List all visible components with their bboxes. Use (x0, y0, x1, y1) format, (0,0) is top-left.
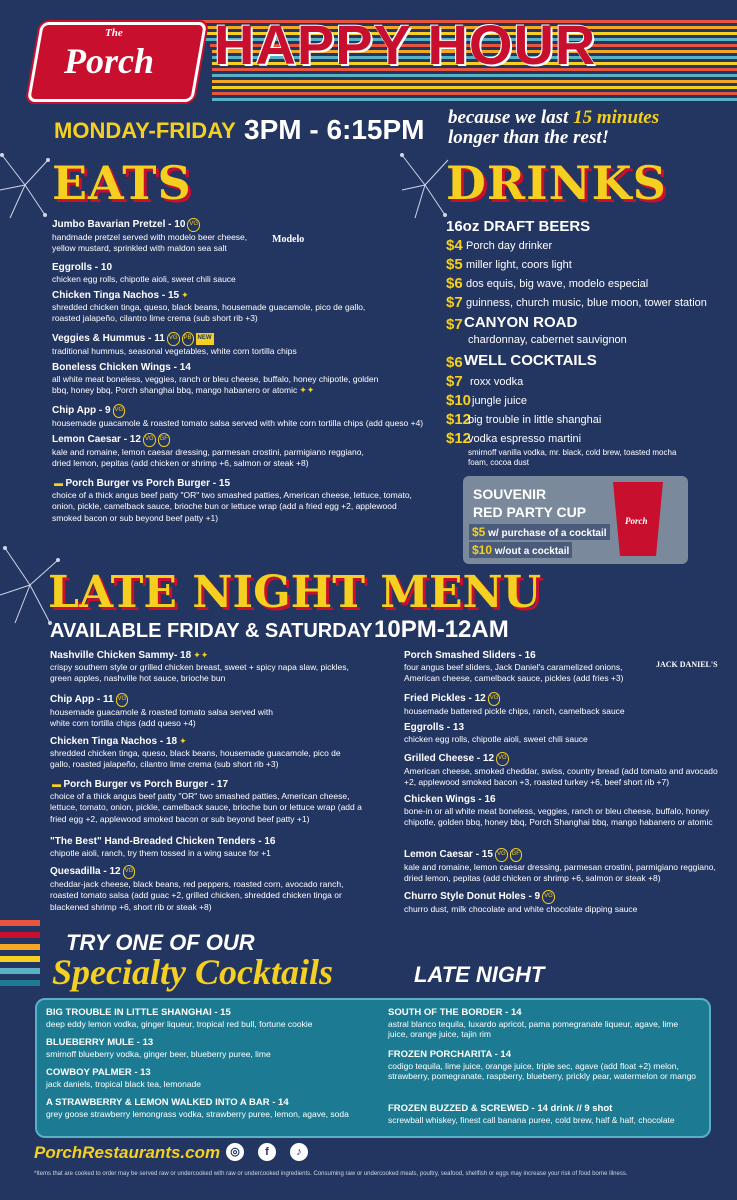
cocktail-name: COWBOY PALMER - 13 (46, 1067, 151, 1078)
cocktail-price: $12 (446, 411, 472, 428)
decorative-stripe (212, 98, 737, 101)
cocktail-item (46, 1097, 381, 1119)
cup-price: $5 (472, 525, 486, 539)
decorative-stripe (212, 86, 737, 89)
happy-hour-days: MONDAY-FRIDAY (54, 118, 236, 143)
starburst-icon (400, 150, 450, 220)
cocktail-price: $12 (446, 430, 472, 447)
menu-item (404, 650, 654, 685)
vegetarian-badge: VG (123, 865, 136, 879)
menu-item (404, 722, 714, 745)
item-name: Chip App - 11 (50, 694, 114, 706)
menu-item (52, 362, 382, 397)
draft-price: $6 (446, 275, 463, 292)
item-desc: churro dust, milk chocolate and white chocolate dipping sauce (404, 903, 638, 914)
cocktail-item (388, 1007, 698, 1040)
menu-item (52, 290, 382, 325)
item-desc: cheddar-jack cheese, black beans, red peppers, roasted corn, avocado ranch, roasted tomato salsa (add guac +2, grilled chicken, shredded chicken tinga or blackened shrimp +6, short rib or steak +8) (50, 878, 344, 912)
item-name: Chicken Tinga Nachos - 18 (50, 736, 178, 747)
cocktail-name: BLUEBERRY MULE - 13 (46, 1037, 154, 1048)
menu-item (404, 848, 724, 885)
cocktail-price: $7 (446, 373, 463, 390)
item-name: Eggrolls - 10 (52, 262, 113, 273)
pepper-icon: ✦✦ (193, 650, 209, 660)
item-name: Veggies & Hummus - 11 (52, 333, 165, 345)
cocktail-item (388, 1103, 703, 1125)
decorative-stripe (212, 80, 737, 83)
vegetarian-badge: VG (495, 848, 508, 862)
item-desc: housemade guacamole & roasted tomato salsa served with white corn tortilla chips (add queso +4) (52, 417, 424, 428)
decorative-stripe (0, 956, 40, 962)
happy-hour-title: HAPPY HOUR (214, 13, 597, 76)
draft-price: $7 (446, 294, 463, 311)
draft-text: miller light, coors light (466, 259, 572, 271)
food-safety-disclaimer: *Items that are cooked to order may be served raw or undercooked with raw or undercooked ingredients. Consuming raw or undercooked meats, poultry, seafood, shellfish or eggs may increase your risk of food borne illness. (34, 1171, 628, 1177)
facebook-icon[interactable]: f (258, 1143, 276, 1161)
menu-item (52, 404, 432, 429)
item-name: Fried Pickles - 12 (404, 693, 486, 705)
decorative-stripe (0, 932, 40, 938)
logo-name-text: Porch (64, 41, 154, 81)
cocktail-desc: astral blanco tequila, luxardo apricot, pama pomegranate liqueur, agave, lime juice, orange juice, tajin rim (388, 1018, 679, 1039)
item-name: "The Best" Hand-Breaded Chicken Tenders - 16 (50, 836, 276, 847)
vegetarian-badge: VG (167, 332, 180, 346)
specialty-cocktails-title: Specialty Cocktails (52, 952, 333, 992)
cocktail-desc: jack daniels, tropical black tea, lemonade (46, 1078, 201, 1089)
cup-price-text: w/out a cocktail (492, 546, 570, 557)
item-name: Chicken Wings - 16 (404, 794, 496, 805)
cup-title: SOUVENIR (473, 486, 547, 502)
cocktail-name: BIG TROUBLE IN LITTLE SHANGHAI - 15 (46, 1007, 231, 1018)
tagline-part: because we last (448, 107, 574, 128)
canyon-road-heading: CANYON ROAD (464, 314, 578, 331)
item-desc: choice of a thick angus beef patty "OR" two smashed patties, American cheese, lettuce, tomato, onion, pickle, camelback sauce, brioche bun or lettuce wrap (add a fried egg +2, applewood smoked bacon or sub beyond beef patty +1) (50, 790, 362, 824)
vegetarian-badge: VG (143, 433, 156, 447)
plant-based-badge: PB (182, 332, 194, 346)
item-name: Porch Burger vs Porch Burger - 15 (65, 478, 231, 489)
menu-item (50, 865, 360, 913)
vegetarian-badge: VG (113, 404, 126, 418)
jack-daniels-logo: JACK DANIEL'S (656, 660, 718, 669)
item-desc: bone-in or all white meat boneless, veggies, ranch or bleu cheese, buffalo, honey chipotle, golden bbq, honey bbq, Porch Shanghai bbq, mango habanero or atomic (404, 805, 713, 827)
happy-hour-tagline (448, 108, 728, 148)
decorative-stripe (212, 92, 737, 95)
menu-item (52, 262, 382, 285)
cup-price-text: w/ purchase of a cocktail (485, 528, 607, 539)
cup-price-line (469, 524, 610, 540)
menu-item (52, 332, 382, 357)
modelo-logo: Modelo (272, 234, 305, 245)
item-desc: housemade guacamole & roasted tomato salsa served with white corn tortilla chips (add queso +4) (50, 706, 274, 728)
menu-item (404, 692, 714, 717)
item-desc: chicken egg rolls, chipotle aioli, sweet chili sauce (404, 733, 588, 744)
specialty-late-night: LATE NIGHT (414, 962, 545, 987)
item-name: Grilled Cheese - 12 (404, 753, 495, 765)
happy-hour-times: 3PM - 6:15PM (244, 114, 425, 145)
drinks-title: DRINKS (446, 156, 667, 210)
draft-text: dos equis, big wave, modelo especial (466, 278, 649, 290)
item-name: Lemon Caesar - 15 (404, 849, 493, 861)
pepper-icon: ✦✦ (299, 385, 315, 395)
item-name: Porch Burger vs Porch Burger - 17 (63, 779, 229, 790)
cocktail-desc: screwball whiskey, finest call banana puree, cold brew, half & half, chocolate (388, 1114, 675, 1125)
item-desc: chipotle aioli, ranch, try them tossed in a wing sauce for +1 (50, 847, 271, 858)
item-name: Eggrolls - 13 (404, 722, 465, 733)
gluten-free-badge: GF (510, 848, 522, 862)
cocktail-name: FROZEN BUZZED & SCREWED - 14 drink // 9 shot (388, 1103, 613, 1114)
late-night-times: 10PM-12AM (374, 616, 509, 643)
vegetarian-badge: VG (116, 693, 129, 707)
website-link[interactable]: PorchRestaurants.com (34, 1143, 221, 1162)
canyon-price: $7 (446, 316, 463, 333)
item-name: Quesadilla - 12 (50, 866, 121, 878)
cocktail-text: jungle juice (472, 395, 528, 407)
cocktail-name: A STRAWBERRY & LEMON WALKED INTO A BAR - 14 (46, 1097, 289, 1108)
cocktail-name: FROZEN PORCHARITA - 14 (388, 1049, 511, 1060)
item-name: Chip App - 9 (52, 405, 111, 417)
menu-item (50, 650, 350, 685)
cocktail-item (388, 1049, 698, 1082)
item-desc: choice of a thick angus beef patty "OR" two smashed patties, American cheese, lettuce, tomato, onion, pickle, camelback sauce, brioche bun or lettuce wrap (add a fried egg +2, applewood smoked bacon or sub beyond beef patty +1) (52, 489, 412, 523)
item-name: Churro Style Donut Holes - 9 (404, 891, 541, 903)
draft-beers-heading: 16oz DRAFT BEERS (446, 218, 591, 235)
menu-item (404, 794, 724, 829)
menu-item (50, 736, 350, 771)
item-desc: kale and romaine, lemon caesar dressing, parmesan crostini, parmigiano reggiano, dried lemon, pepitas (add chicken or shrimp +6, salmon or steak +8) (52, 446, 364, 468)
menu-item (50, 693, 280, 730)
item-desc: four angus beef sliders, Jack Daniel's caramelized onions, American cheese, camelback sauce, pickles (add fries +3) (404, 661, 624, 683)
souvenir-cup-panel (463, 476, 688, 564)
cocktail-desc: grey goose strawberry lemongrass vodka, strawberry puree, lemon, agave, soda (46, 1108, 349, 1119)
item-desc: crispy southern style or grilled chicken breast, sweet + spicy napa slaw, pickles, green apples, nashville hot sauce, brioche bun (50, 661, 349, 683)
new-badge: NEW (196, 333, 214, 345)
cocktail-item (46, 1037, 376, 1059)
eats-title: EATS (52, 156, 192, 210)
cocktail-item (46, 1067, 376, 1089)
vegetarian-badge: VG (496, 752, 509, 766)
draft-text: guinness, church music, blue moon, tower station (466, 297, 707, 309)
item-name: Jumbo Bavarian Pretzel - 10 (52, 219, 186, 231)
cup-price-line (469, 542, 572, 558)
cup-title: RED PARTY CUP (473, 504, 587, 520)
draft-price: $4 (446, 237, 463, 254)
menu-item (404, 752, 724, 789)
cocktail-price: $10 (446, 392, 472, 409)
tiktok-icon[interactable]: ♪ (290, 1143, 308, 1161)
decorative-stripe (0, 980, 40, 986)
late-night-availability: AVAILABLE FRIDAY & SATURDAY (50, 620, 373, 642)
try-one-heading: TRY ONE OF OUR (66, 930, 255, 955)
cocktail-desc: deep eddy lemon vodka, ginger liqueur, tropical red bull, fortune cookie (46, 1018, 313, 1029)
vegetarian-badge: VG (542, 890, 555, 904)
late-night-title: LATE NIGHT MENU (48, 567, 542, 618)
vegetarian-badge: VG (488, 692, 501, 706)
vegetarian-badge: VG (187, 218, 200, 232)
item-desc: shredded chicken tinga, queso, black beans, housemade guacamole, pico de gallo, roasted jalapeño, cilantro lime crema (sub short rib +3) (52, 301, 366, 323)
gluten-free-badge: GF (158, 433, 170, 447)
item-desc: housemade battered pickle chips, ranch, camelback sauce (404, 705, 625, 716)
decorative-stripe (0, 920, 40, 926)
draft-text: Porch day drinker (466, 240, 553, 252)
tagline-highlight: 15 minutes (573, 107, 660, 128)
cocktail-text: roxx vodka (470, 376, 524, 388)
cup-price: $10 (472, 543, 493, 557)
item-desc: all white meat boneless, veggies, ranch or bleu cheese, buffalo, honey chipotle, golden bbq, honey bbq, Porch shanghai bbq, mango habanero or atomic (52, 373, 379, 395)
menu-item (50, 836, 370, 859)
cup-logo: Porch (625, 516, 648, 526)
decorative-stripe (0, 944, 40, 950)
instagram-icon[interactable]: ◎ (226, 1143, 244, 1161)
item-name: Porch Smashed Sliders - 16 (404, 650, 536, 661)
item-desc: kale and romaine, lemon caesar dressing, parmesan crostini, parmigiano reggiano, dried lemon, pepitas (add chicken or shrimp +6, salmon or steak +8) (404, 861, 716, 883)
cocktail-desc: smirnoff blueberry vodka, ginger beer, blueberry puree, lime (46, 1048, 271, 1059)
item-desc: American cheese, smoked cheddar, swiss, country bread (add tomato and avocado +2, applewood smoked bacon +3, roasted turkey +6, beef short rib +7) (404, 765, 718, 787)
cocktail-desc: codigo tequila, lime juice, orange juice, triple sec, agave (add float +2) melon, strawberry, pomegranate, raspberry, blueberry, prickly pear, watermelon or mango (388, 1060, 697, 1081)
cocktail-text: big trouble in little shanghai (468, 414, 602, 426)
decorative-stripe (0, 968, 40, 974)
espresso-desc: smirnoff vanilla vodka, mr. black, cold brew, toasted mocha foam, cocoa dust (468, 448, 677, 467)
item-desc: handmade pretzel served with modelo beer cheese, yellow mustard, sprinkled with maldon sea salt (52, 231, 248, 253)
item-name: Chicken Tinga Nachos - 15 (52, 290, 180, 301)
menu-item (50, 779, 370, 825)
burger-icon: ▬ (52, 779, 61, 789)
item-name: Lemon Caesar - 12 (52, 434, 141, 446)
item-name: Nashville Chicken Sammy- 18 (50, 650, 192, 661)
item-desc: shredded chicken tinga, queso, black beans, housemade guacamole, pico de gallo, roasted jalapeño, cilantro lime crema (sub short rib +3) (50, 747, 341, 769)
well-price: $6 (446, 354, 463, 371)
well-cocktails-heading: WELL COCKTAILS (464, 352, 597, 369)
item-name: Boneless Chicken Wings - 14 (52, 362, 191, 373)
menu-item (52, 478, 412, 524)
menu-item (52, 433, 382, 470)
logo-the-text: The (105, 27, 123, 39)
item-desc: chicken egg rolls, chipotle aioli, sweet chili sauce (52, 273, 236, 284)
starburst-icon (0, 150, 50, 220)
pepper-icon: ✦ (179, 736, 187, 746)
cocktail-text: vodka espresso martini (468, 433, 582, 445)
menu-item (52, 218, 272, 255)
burger-icon: ▬ (54, 478, 63, 488)
cocktail-name: SOUTH OF THE BORDER - 14 (388, 1007, 522, 1018)
tagline-part: longer than the rest! (448, 127, 610, 148)
item-desc: traditional hummus, seasonal vegetables, white corn tortilla chips (52, 345, 297, 356)
canyon-text: chardonnay, cabernet sauvignon (468, 334, 627, 346)
pepper-icon: ✦ (181, 290, 189, 300)
cocktail-item (46, 1007, 376, 1029)
draft-price: $5 (446, 256, 463, 273)
menu-item (404, 890, 724, 915)
